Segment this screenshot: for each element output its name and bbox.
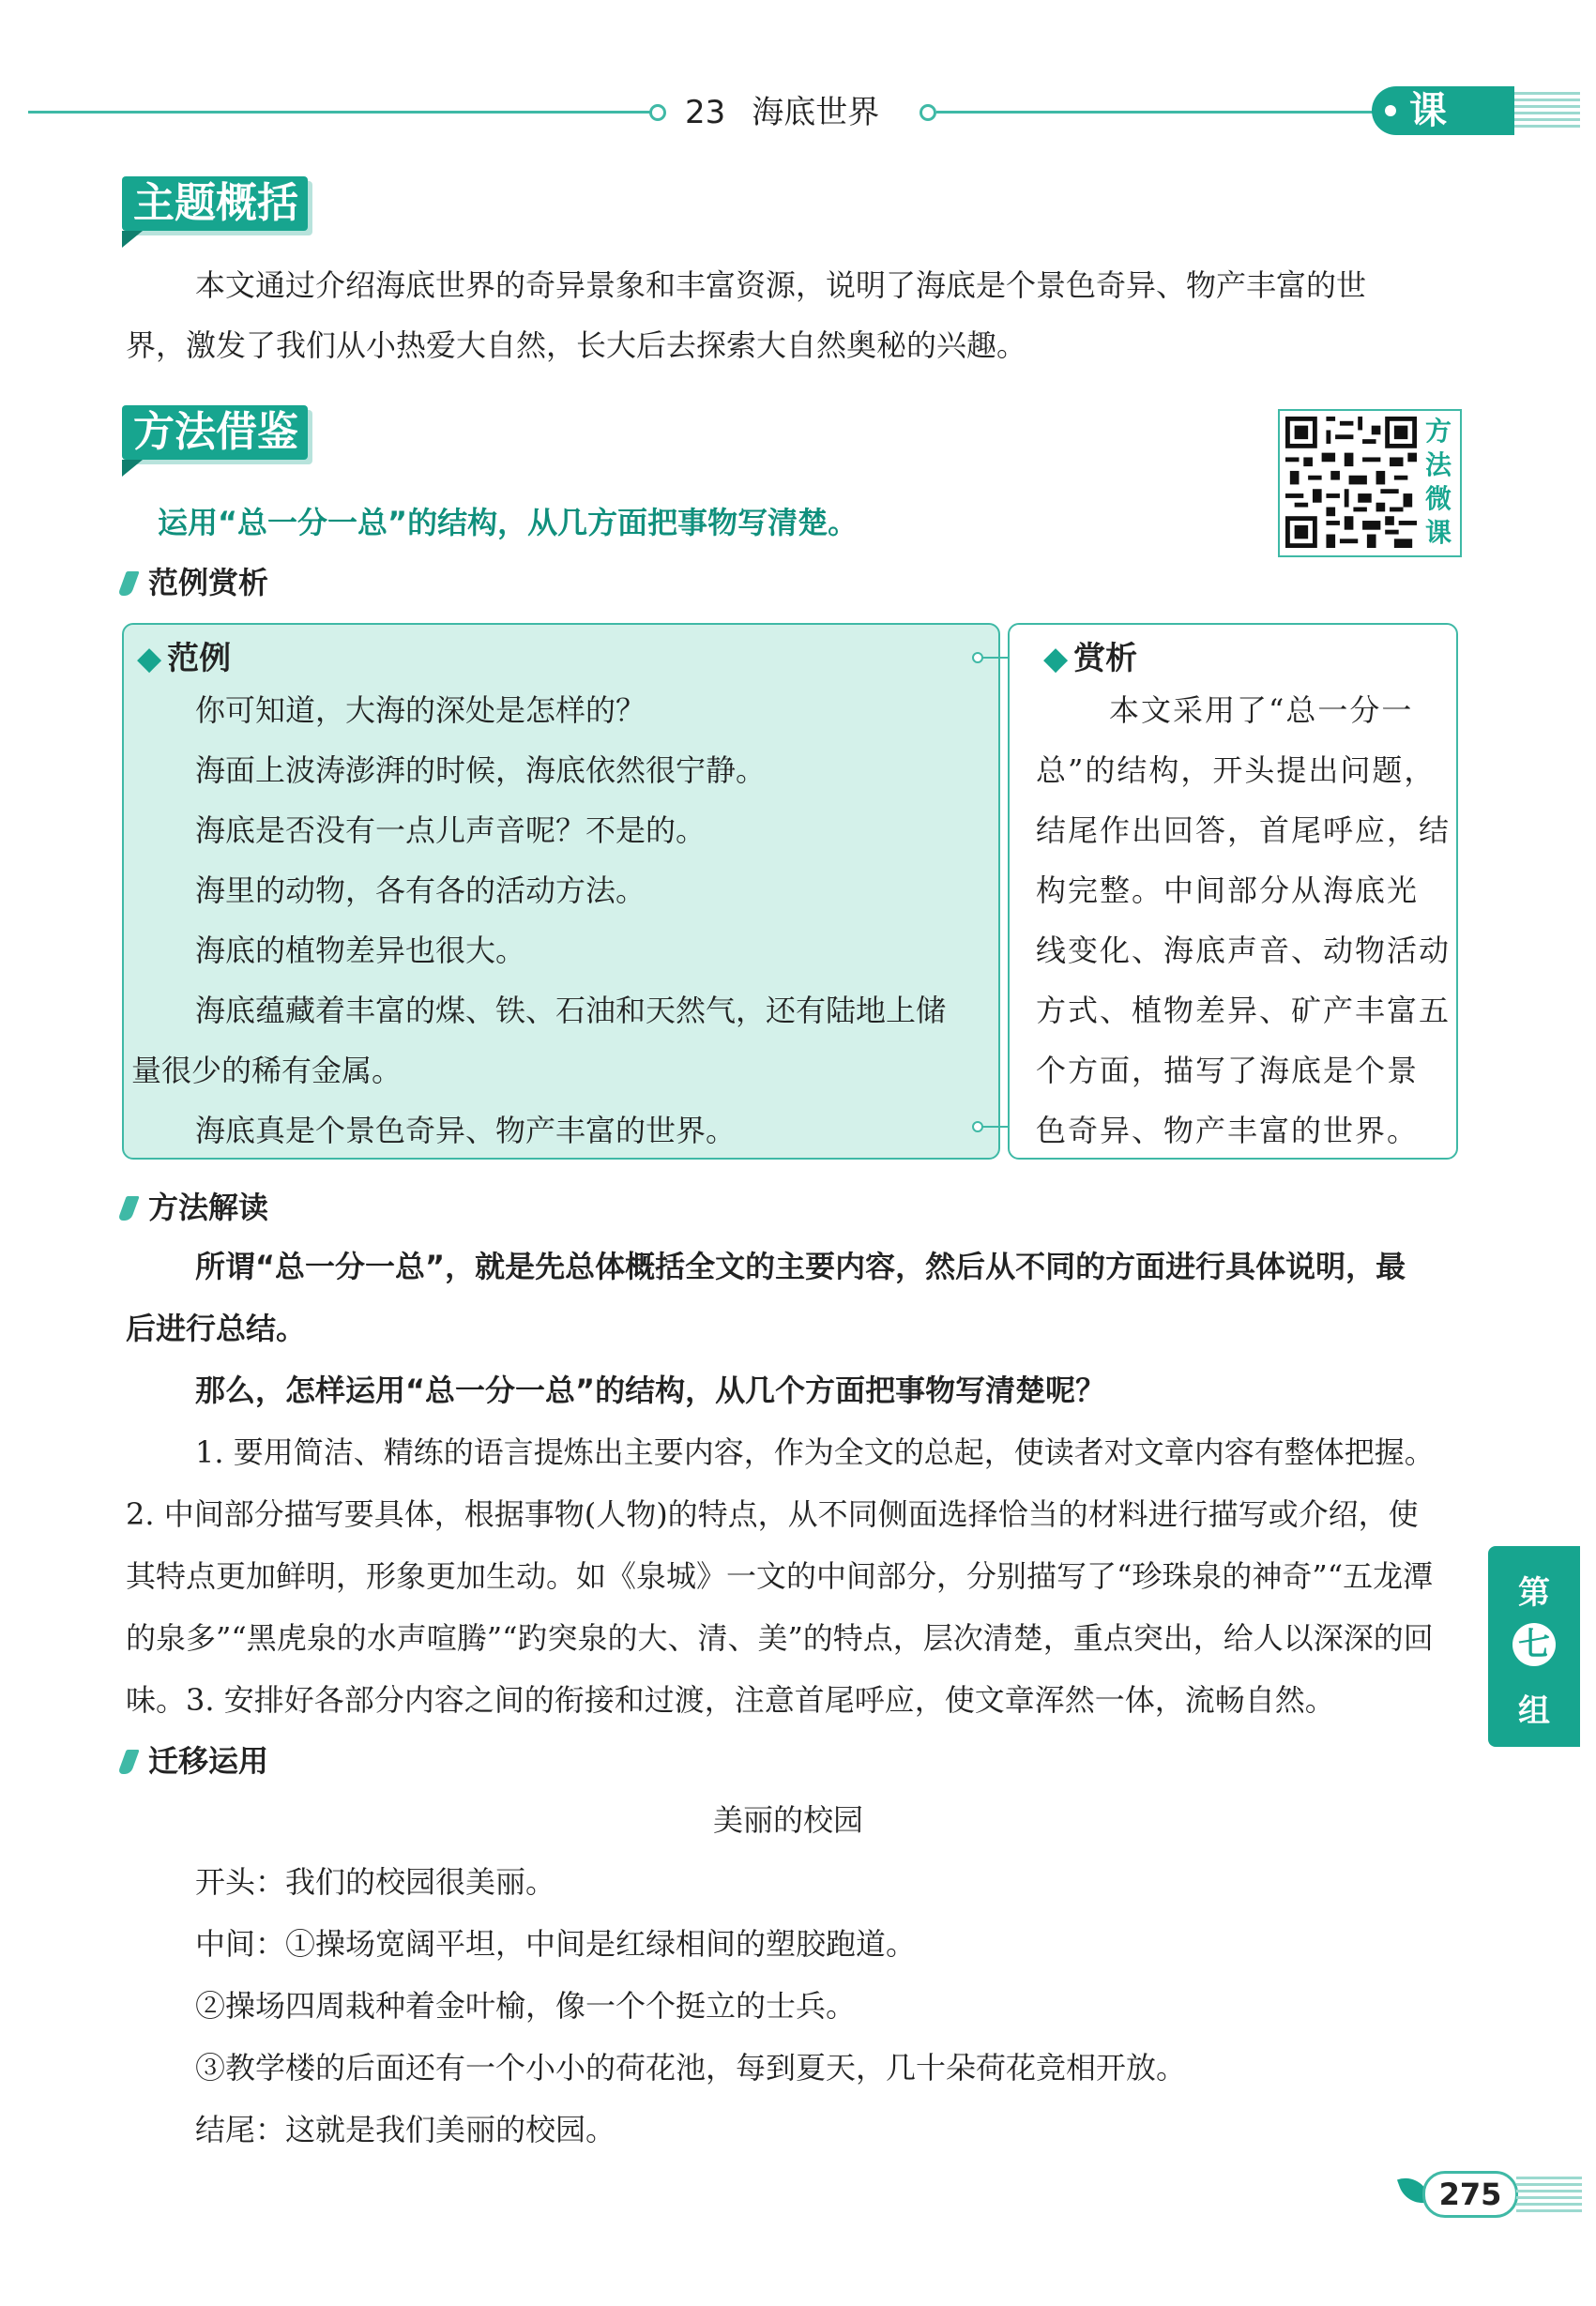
example-line: 量很少的稀有金属。	[131, 1053, 403, 1088]
lesson-header	[685, 86, 879, 132]
example-line: 海底的植物差异也很大。	[195, 933, 526, 968]
qr-label-char: 课	[1424, 517, 1452, 548]
method-main-point: 运用“总一分一总”的结构，从几方面把事物写清楚。	[158, 505, 859, 540]
qr-label-char: 微	[1424, 483, 1452, 514]
unit-tab-number: 七	[1512, 1623, 1556, 1666]
interpretation-line: 味。3. 安排好各部分内容之间的衔接和过渡，注意首尾呼应，使文章浑然一体，流畅自然。	[126, 1682, 1335, 1718]
example-box-title	[137, 632, 231, 678]
header-rule-left	[28, 111, 651, 114]
analysis-line: 结尾作出回答，首尾呼应，结	[1036, 812, 1452, 848]
pen-icon	[117, 571, 139, 596]
example-title-text: 范例	[167, 640, 232, 677]
analysis-line: 总”的结构，开头提出问题，	[1036, 752, 1436, 788]
method-heading: 方法借鉴	[122, 405, 308, 460]
qr-label-char: 方	[1424, 416, 1452, 447]
analysis-line: 个方面，描写了海底是个景	[1036, 1053, 1420, 1088]
application-line: 开头：我们的校园很美丽。	[195, 1864, 556, 1900]
analysis-line: 方式、植物差异、矿产丰富五	[1036, 993, 1452, 1028]
unit-tab-char: 第	[1518, 1574, 1550, 1612]
application-line: ②操场四周栽种着金叶榆，像一个个挺立的士兵。	[195, 1988, 857, 2024]
interpretation-line: 那么，怎样运用“总一分一总”的结构，从几个方面把事物写清楚呢？	[195, 1373, 1106, 1408]
diamond-icon: ◆	[137, 640, 162, 677]
pen-icon	[117, 1196, 139, 1221]
header-dot-left	[649, 104, 666, 121]
interpretation-subheading	[122, 1184, 268, 1227]
header-stripes	[1514, 92, 1580, 129]
qr-code-box[interactable]	[1278, 409, 1462, 557]
pen-icon	[117, 1750, 139, 1774]
analysis-box-title	[1043, 632, 1137, 678]
interpretation-subheading-text: 方法解读	[148, 1190, 269, 1225]
header-rule-right	[936, 111, 1374, 114]
section-tab-text: 课 文	[1372, 86, 1514, 135]
lesson-number: 23	[685, 94, 726, 131]
application-line: ③教学楼的后面还有一个小小的荷花池，每到夏天，几十朵荷花竞相开放。	[195, 2050, 1187, 2086]
unit-tab-char: 组	[1518, 1692, 1550, 1730]
interpretation-line: 2. 中间部分描写要具体，根据事物(人物)的特点，从不同侧面选择恰当的材料进行描写或介绍，使	[126, 1496, 1419, 1532]
application-line: 结尾：这就是我们美丽的校园。	[195, 2112, 616, 2147]
example-subheading-text: 范例赏析	[148, 565, 269, 600]
application-subheading	[122, 1737, 268, 1781]
theme-line-1: 本文通过介绍海底世界的奇异景象和丰富资源，说明了海底是个景色奇异、物产丰富的世	[195, 267, 1367, 303]
example-subheading	[122, 559, 268, 602]
example-line: 海底是否没有一点儿声音呢？不是的。	[195, 812, 707, 848]
qr-label	[1421, 415, 1456, 550]
analysis-line: 本文采用了“总一分一	[1109, 692, 1414, 728]
interpretation-line: 后进行总结。	[126, 1311, 307, 1346]
qr-code-icon[interactable]	[1285, 417, 1417, 548]
theme-heading: 主题概括	[122, 176, 308, 231]
analysis-line: 构完整。中间部分从海底光	[1036, 872, 1420, 908]
analysis-line: 线变化、海底声音、动物活动	[1036, 933, 1452, 968]
example-line: 你可知道，大海的深处是怎样的？	[195, 692, 646, 728]
theme-line-2: 界，激发了我们从小热爱大自然，长大后去探索大自然奥秘的兴趣。	[126, 327, 1027, 363]
unit-side-tab	[1488, 1546, 1580, 1747]
analysis-line: 色奇异、物产丰富的世界。	[1036, 1113, 1420, 1148]
analysis-title-text: 赏析	[1073, 640, 1138, 677]
example-line: 海底蕴藏着丰富的煤、铁、石油和天然气，还有陆地上储	[195, 993, 947, 1028]
application-title: 美丽的校园	[713, 1802, 864, 1838]
footer-stripes	[1516, 2177, 1582, 2212]
interpretation-line: 所谓“总一分一总”，就是先总体概括全文的主要内容，然后从不同的方面进行具体说明，最	[195, 1249, 1406, 1284]
diamond-icon: ◆	[1043, 640, 1069, 677]
application-line: 中间：①操场宽阔平坦，中间是红绿相间的塑胶跑道。	[195, 1926, 917, 1962]
example-line: 海底真是个景色奇异、物产丰富的世界。	[195, 1113, 737, 1148]
example-line: 海面上波涛澎湃的时候，海底依然很宁静。	[195, 752, 767, 788]
header-dot-right	[920, 104, 936, 121]
interpretation-line: 1. 要用简洁、精练的语言提炼出主要内容，作为全文的总起，使读者对文章内容有整体把握。	[195, 1434, 1435, 1470]
qr-label-char: 法	[1424, 449, 1452, 480]
interpretation-line: 其特点更加鲜明，形象更加生动。如《泉城》一文的中间部分，分别描写了“珍珠泉的神奇”“五龙潭	[126, 1558, 1434, 1594]
application-subheading-text: 迁移运用	[148, 1743, 269, 1779]
example-line: 海里的动物，各有各的活动方法。	[195, 872, 646, 908]
lesson-title: 海底世界	[752, 94, 880, 131]
page-number: 275	[1422, 2171, 1518, 2218]
interpretation-line: 的泉多”“黑虎泉的水声喧腾”“趵突泉的大、清、美”的特点，层次清楚，重点突出，给人以深深的回	[126, 1620, 1434, 1656]
